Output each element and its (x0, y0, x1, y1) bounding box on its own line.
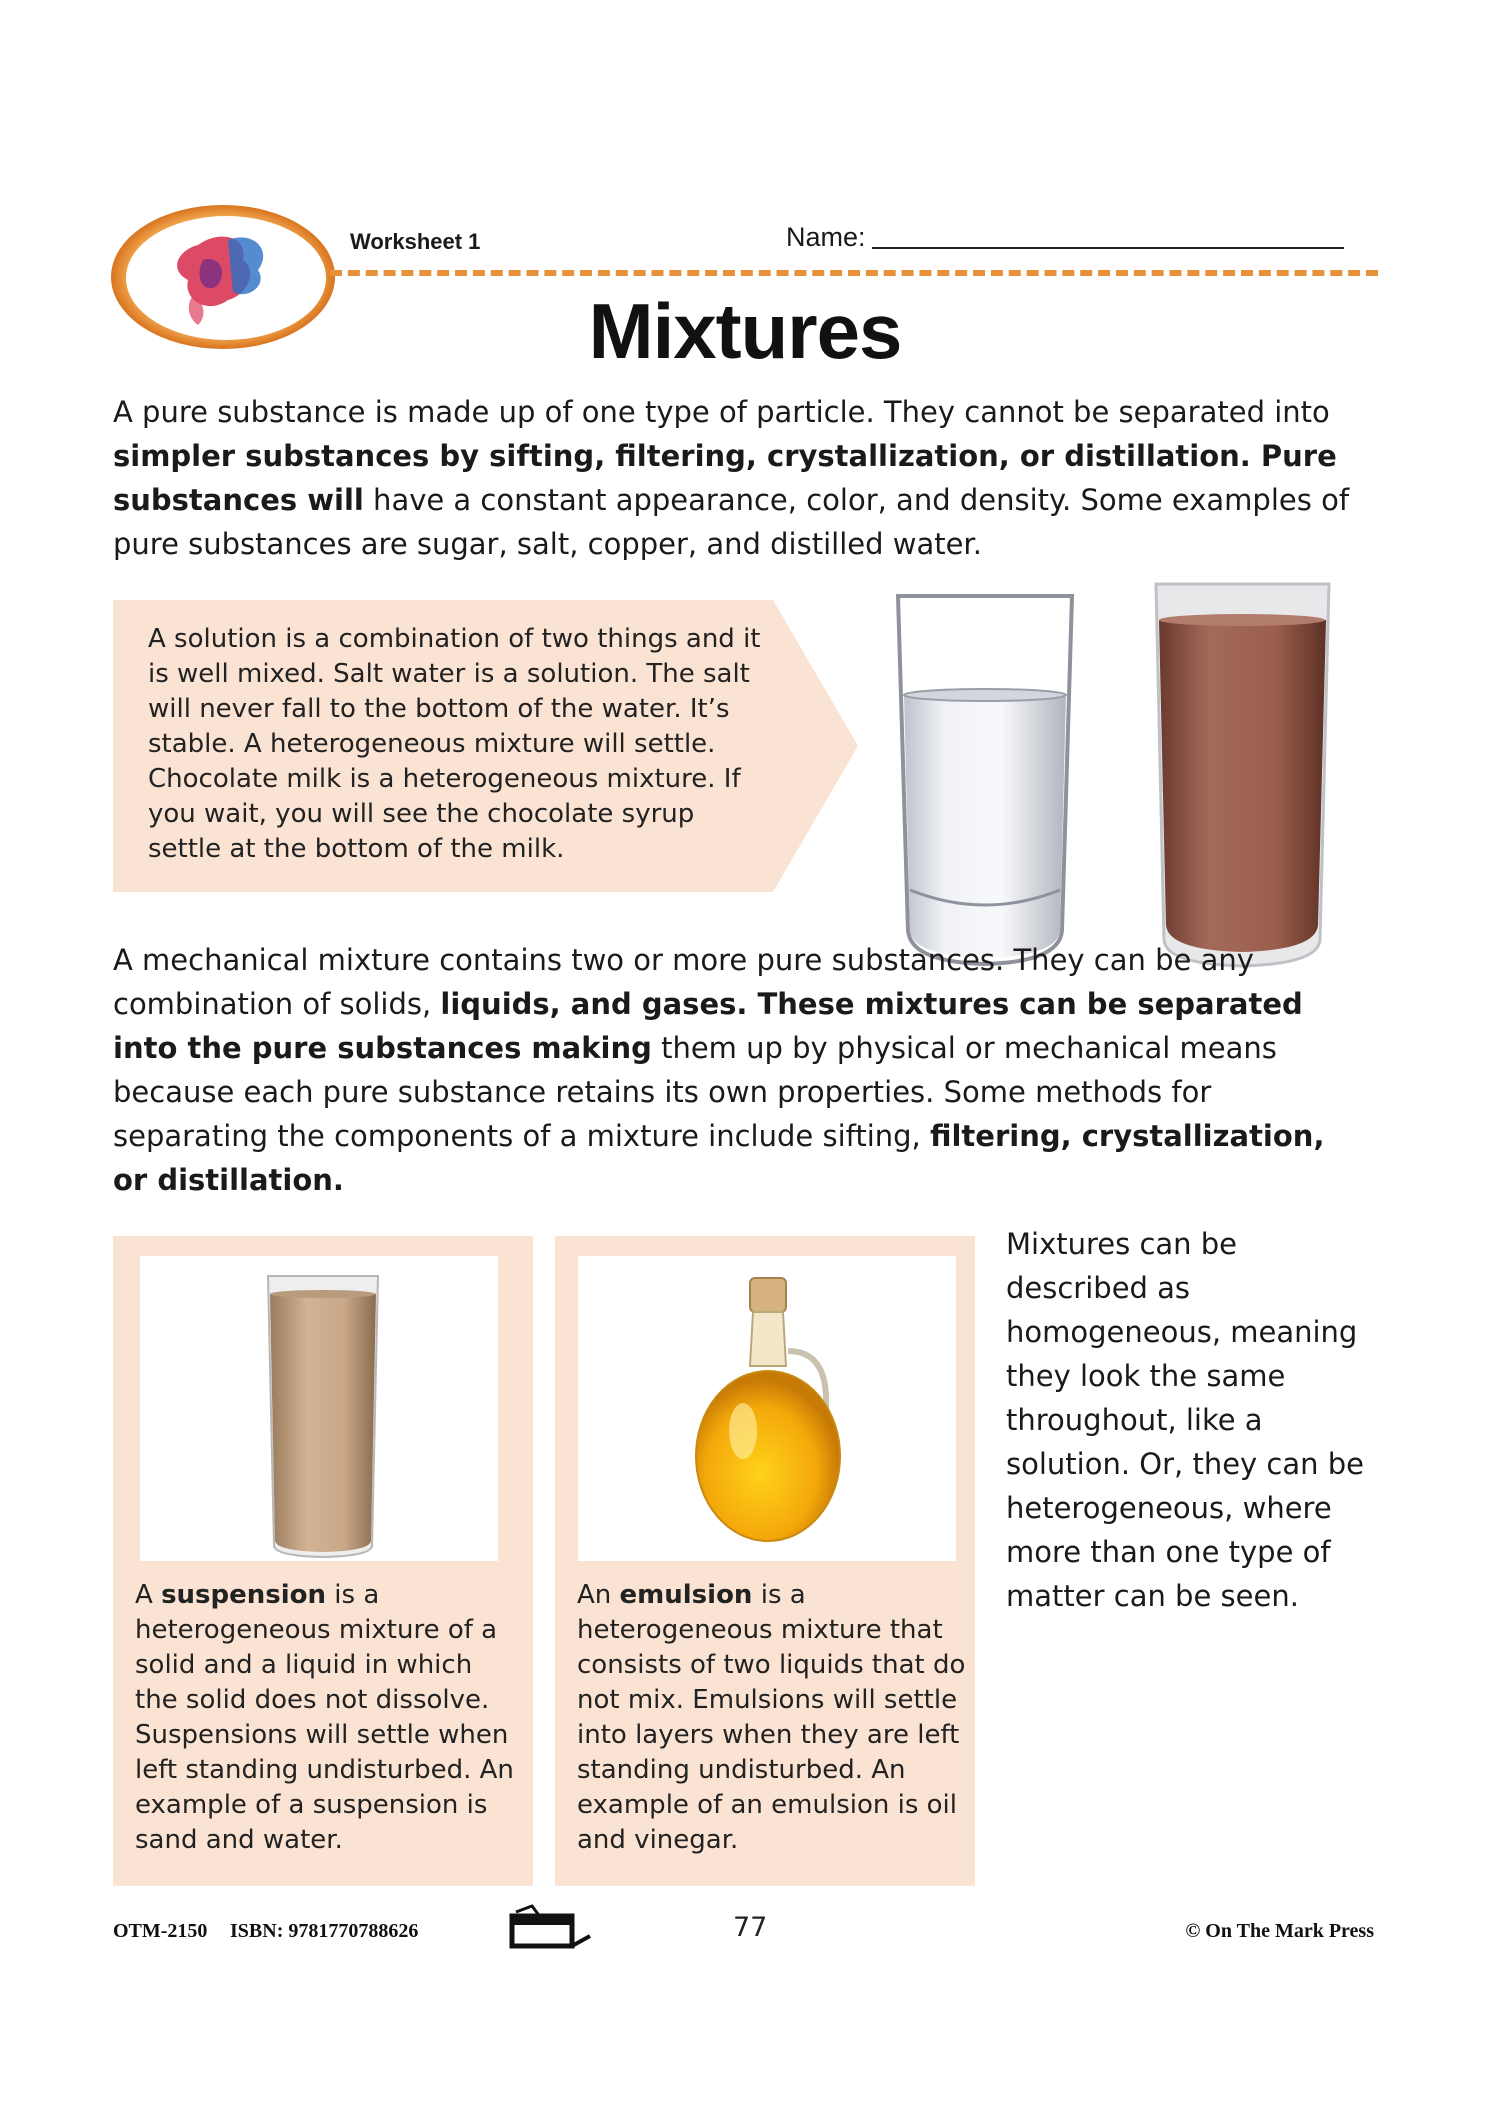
ink-in-water-logo-icon (108, 200, 338, 355)
dashed-divider (330, 270, 1378, 276)
copyright-notice: © On The Mark Press (1185, 1920, 1374, 1942)
mech-bold-1: liquids, and gases. These mixtures can be separated into the pure substances making (113, 987, 1303, 1065)
name-field-line[interactable] (872, 247, 1344, 249)
glass-of-chocolate-milk-icon (1150, 580, 1335, 970)
suspension-lead: A (135, 1580, 162, 1610)
footer-isbn: ISBN: 9781770788626 (230, 1920, 419, 1942)
solution-callout-text: A solution is a combination of two things and it is well mixed. Salt water is a solution. The salt will never fall to the bottom of the water. It’s stable. A heterogeneous mixture will settle. Chocolate milk is a heterogeneous mixture. If you wait, you will see the chocolate syrup settle at the bottom of the milk. (148, 624, 761, 864)
worksheet-label: Worksheet 1 (350, 229, 481, 254)
glass-of-sandy-water-icon (140, 1256, 498, 1561)
photocopier-icon (508, 1902, 593, 1952)
page-number: 77 (733, 1912, 768, 1943)
name-label: Name: (786, 222, 866, 252)
glass-of-water-icon (890, 590, 1080, 970)
oil-bottle-icon (578, 1256, 956, 1561)
intro-paragraph (113, 390, 1363, 566)
suspension-photo (140, 1256, 498, 1561)
mechanical-mixture-paragraph (113, 938, 1363, 1202)
mech-text-2: them up by physical or mechanical means because each pure substance retains its own properties. Some methods for separating the components of a mixture include sifting, (113, 1031, 1277, 1153)
suspension-rest: is a heterogeneous mixture of a solid and a liquid in which the solid does not dissolve. Suspensions will settle when left standing undisturbed. An example of a suspension is sand and water. (135, 1580, 514, 1855)
mech-text-1: A mechanical mixture contains two or more pure substances. They can be any combination of solids, (113, 943, 1254, 1021)
emulsion-lead: An (577, 1580, 620, 1610)
intro-bold-text: simpler substances by sifting, filtering, crystallization, or distillation. Pure substances will (113, 439, 1337, 517)
emulsion-description (577, 1578, 967, 1858)
page-title: Mixtures (588, 287, 902, 375)
emulsion-term: emulsion (619, 1580, 753, 1610)
intro-text-2: have a constant appearance, color, and density. Some examples of pure substances are sugar, salt, copper, and distilled water. (113, 483, 1350, 561)
homogeneous-heterogeneous-text: Mixtures can be described as homogeneous, meaning they look the same throughout, like a solution. Or, they can be heterogeneous, where more than one type of matter can be seen. (1006, 1227, 1364, 1613)
suspension-description (135, 1578, 520, 1858)
emulsion-rest: is a heterogeneous mixture that consists of two liquids that do not mix. Emulsions will settle into layers when they are left standing undisturbed. An example of an emulsion is oil and vinegar. (577, 1580, 966, 1855)
suspension-term: suspension (161, 1580, 327, 1610)
footer-product-code: OTM-2150 (113, 1920, 208, 1942)
intro-text-1: A pure substance is made up of one type of particle. They cannot be separated into (113, 395, 1330, 429)
emulsion-photo (578, 1256, 956, 1561)
mech-bold-2: filtering, crystallization, or distillation. (113, 1119, 1325, 1197)
